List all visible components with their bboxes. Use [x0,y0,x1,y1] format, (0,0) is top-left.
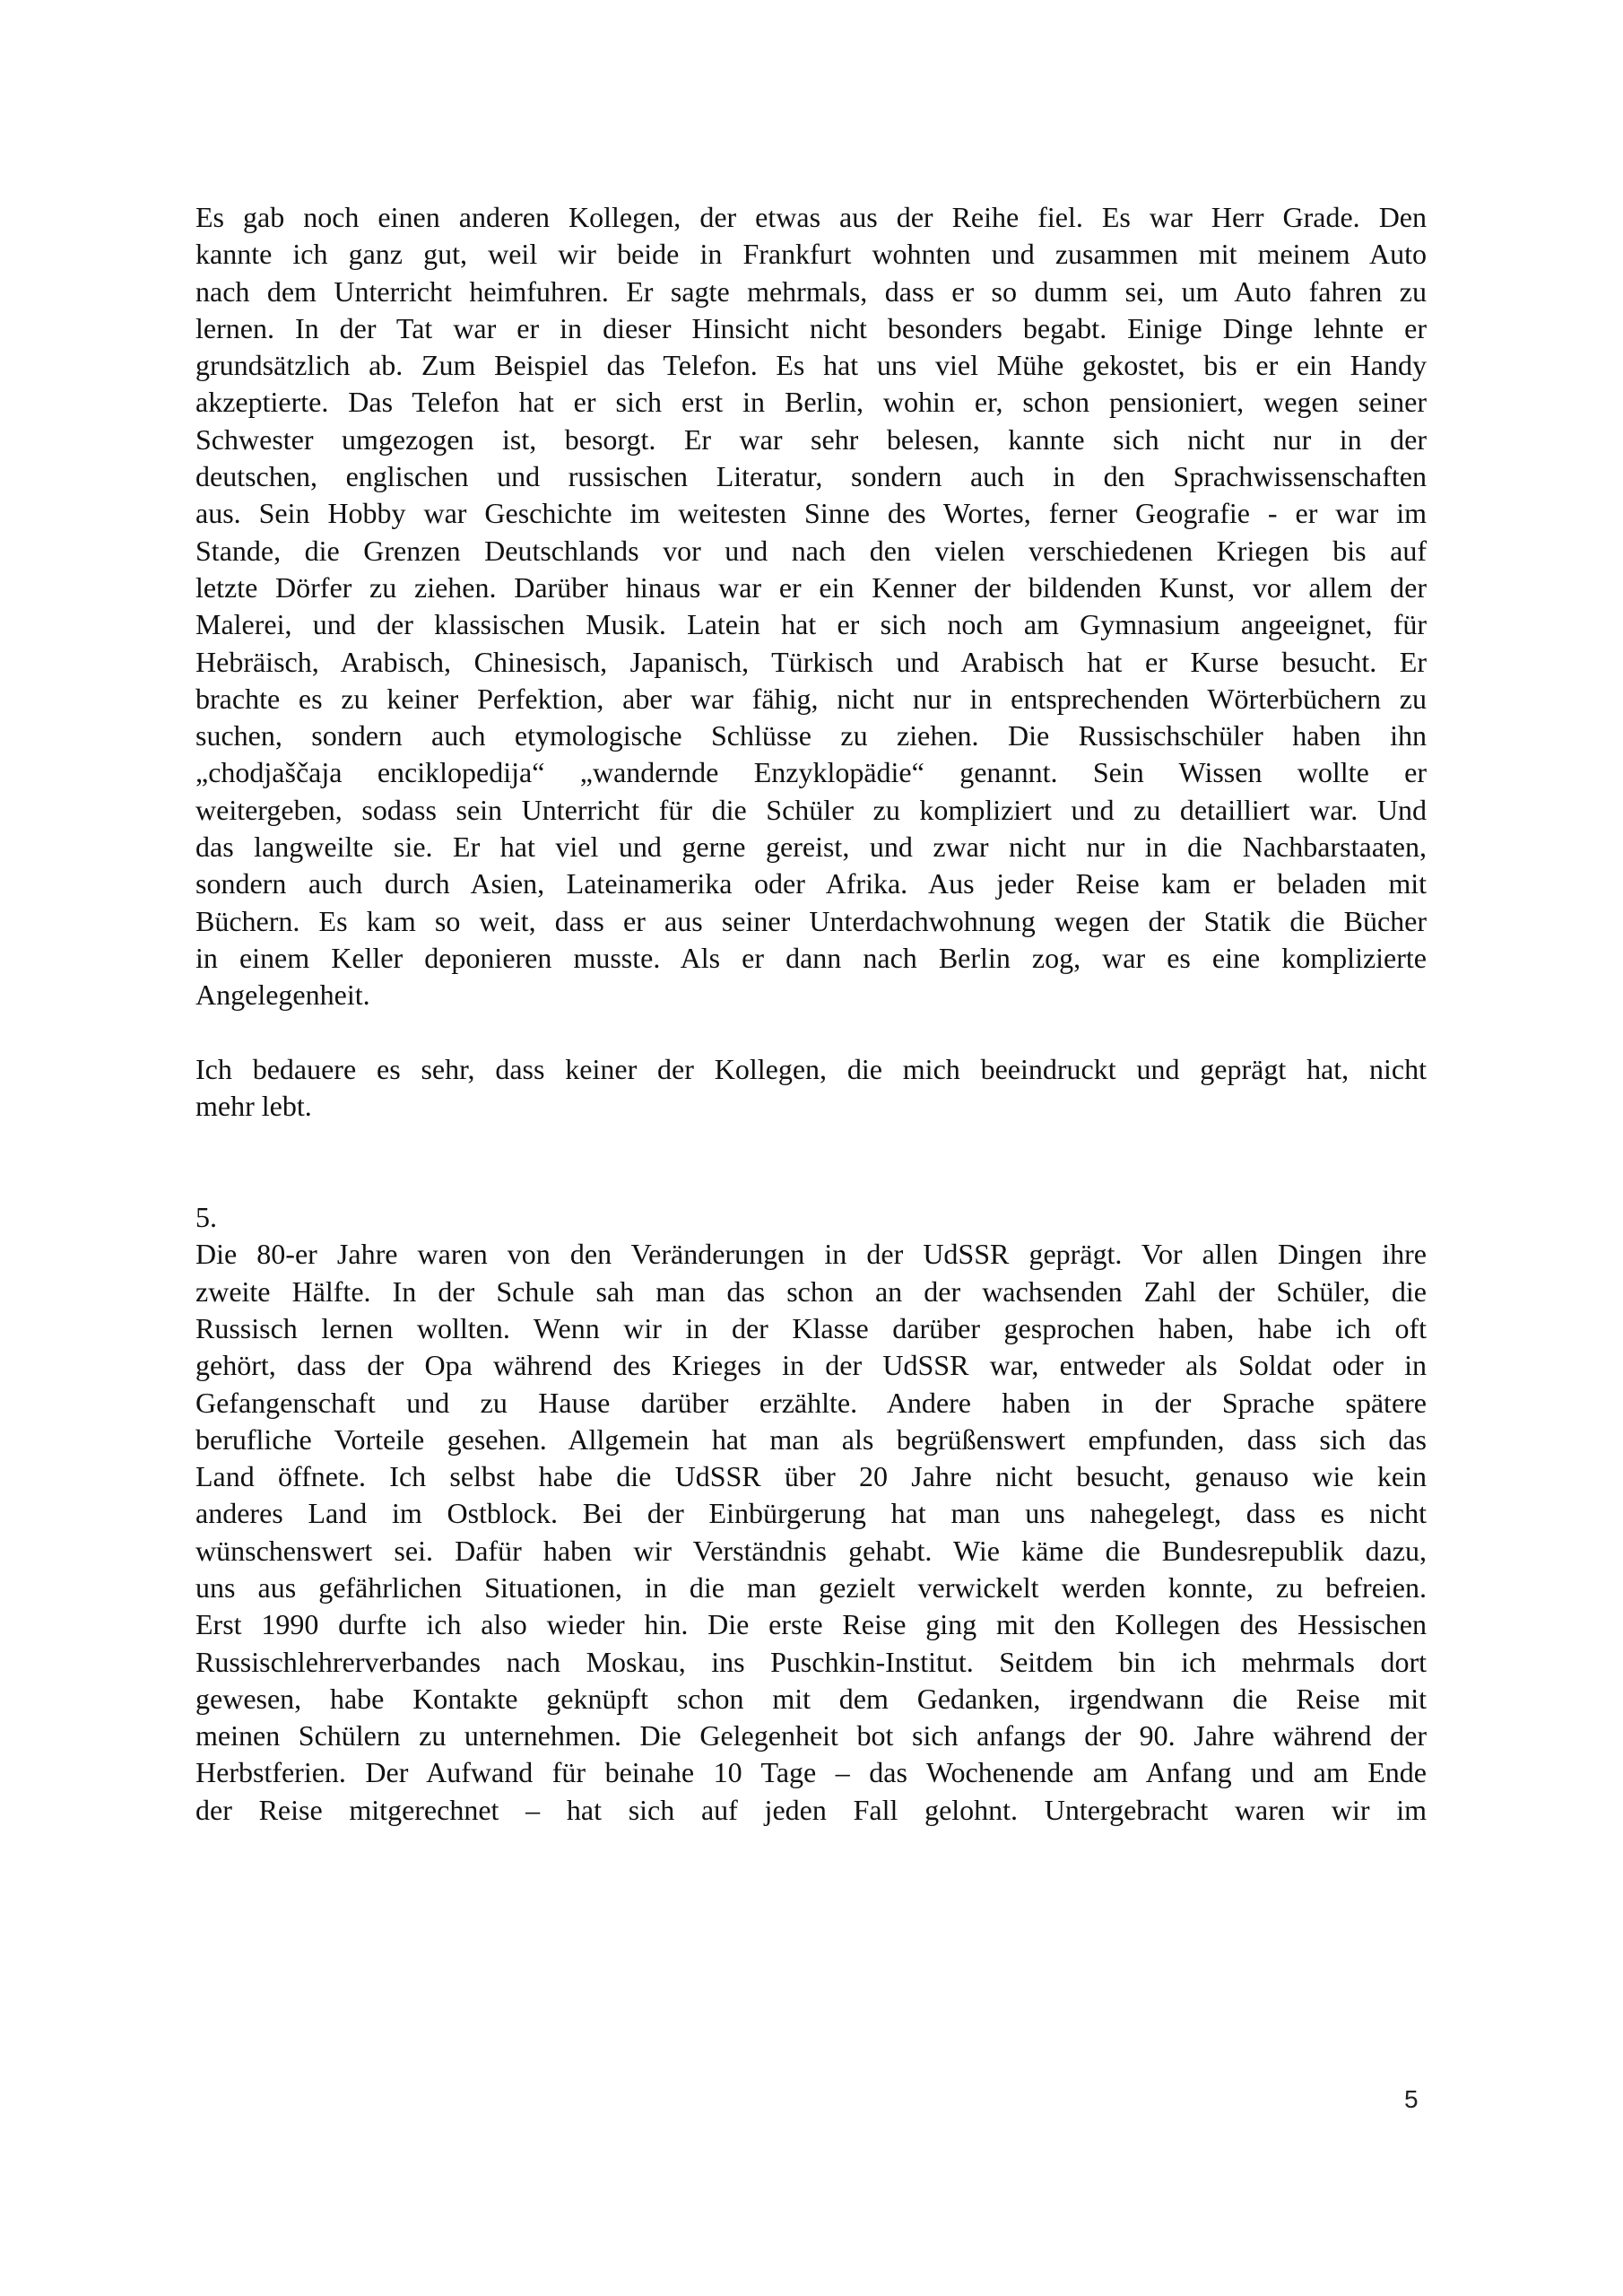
text-line: suchen, sondern auch etymologische Schlüsse zu ziehen. Die Russischschüler haben ihn [195,719,1427,752]
text-line: uns aus gefährlichen Situationen, in die man gezielt verwickelt werden konnte, zu befreien. [195,1570,1427,1604]
text-line: Russisch lernen wollten. Wenn wir in der Klasse darüber gesprochen haben, habe ich oft [195,1311,1427,1344]
text-line: „chodjaščaja enciklopedija“ „wandernde Enzyklopädie“ genannt. Sein Wissen wollte er [195,756,1427,789]
text-line: berufliche Vorteile gesehen. Allgemein hat man als begrüßenswert empfunden, dass sich das [195,1422,1427,1456]
text-line: Angelegenheit. [195,978,370,1012]
paragraph-herr-grade [195,199,1427,1014]
paragraph-spacer [195,1014,1427,1051]
text-line: Schwester umgezogen ist, besorgt. Er war sehr belesen, kannte sich nicht nur in der [195,422,1427,456]
text-line: Russischlehrerverbandes nach Moskau, ins Puschkin-Institut. Seitdem bin ich mehrmals dort [195,1645,1427,1678]
text-line: anderes Land im Ostblock. Bei der Einbürgerung hat man uns nahegelegt, dass es nicht [195,1497,1427,1530]
text-line: Herbstferien. Der Aufwand für beinahe 10 Tage – das Wochenende am Anfang und am Ende [195,1756,1427,1789]
text-line: akzeptierte. Das Telefon hat er sich erst in Berlin, wohin er, schon pensioniert, wegen seiner [195,386,1427,419]
text-line: brachte es zu keiner Perfektion, aber war fähig, nicht nur in entsprechenden Wörterbüchern zu [195,682,1427,715]
text-line: der Reise mitgerechnet – hat sich auf jeden Fall gelohnt. Untergebracht waren wir im [195,1793,1427,1826]
text-line: weitergeben, sodass sein Unterricht für die Schüler zu kompliziert und zu detailliert war. Und [195,793,1427,826]
text-line: nach dem Unterricht heimfuhren. Er sagte mehrmals, dass er so dumm sei, um Auto fahren zu [195,274,1427,308]
text-line: Büchern. Es kam so weit, dass er aus seiner Unterdachwohnung wegen der Statik die Bücher [195,904,1427,937]
section-spacer [195,1125,1427,1199]
text-line: Erst 1990 durfte ich also wieder hin. Die erste Reise ging mit den Kollegen des Hessischen [195,1608,1427,1641]
text-line: mehr lebt. [195,1090,312,1123]
page-number: 5 [1404,2085,1419,2113]
text-line: Die 80-er Jahre waren von den Veränderungen in der UdSSR geprägt. Vor allen Dingen ihre [195,1238,1427,1271]
text-line: Stande, die Grenzen Deutschlands vor und nach den vielen verschiedenen Kriegen bis auf [195,534,1427,567]
text-line: letzte Dörfer zu ziehen. Darüber hinaus war er ein Kenner der bildenden Kunst, vor allem der [195,570,1427,604]
text-line: sondern auch durch Asien, Lateinamerika oder Afrika. Aus jeder Reise kam er beladen mit [195,867,1427,900]
text-line: Hebräisch, Arabisch, Chinesisch, Japanisch, Türkisch und Arabisch hat er Kurse besucht. Er [195,645,1427,678]
text-line: Land öffnete. Ich selbst habe die UdSSR über 20 Jahre nicht besucht, genauso wie kein [195,1460,1427,1493]
text-line: gehört, dass der Opa während des Krieges in der UdSSR war, entweder als Soldat oder in [195,1349,1427,1382]
text-line: deutschen, englischen und russischen Literatur, sondern auch in den Sprachwissenschaften [195,460,1427,493]
text-line: kannte ich ganz gut, weil wir beide in Frankfurt wohnten und zusammen mit meinem Auto [195,238,1427,271]
paragraph-regret [195,1051,1427,1126]
paragraph-section-5 [195,1236,1427,1829]
text-line: in einem Keller deponieren musste. Als er dann nach Berlin zog, war es eine komplizierte [195,941,1427,974]
text-line: grundsätzlich ab. Zum Beispiel das Telefon. Es hat uns viel Mühe gekostet, bis er ein Handy [195,349,1427,382]
text-line: das langweilte sie. Er hat viel und gerne gereist, und zwar nicht nur in die Nachbarstaaten, [195,831,1427,864]
text-line: Es gab noch einen anderen Kollegen, der etwas aus der Reihe fiel. Es war Herr Grade. Den [195,201,1427,233]
text-line: wünschenswert sei. Dafür haben wir Verständnis gehabt. Wie käme die Bundesrepublik dazu, [195,1534,1427,1567]
text-line: lernen. In der Tat war er in dieser Hinsicht nicht besonders begabt. Einige Dinge lehnte er [195,311,1427,344]
text-line: aus. Sein Hobby war Geschichte im weitesten Sinne des Wortes, ferner Geografie - er war im [195,497,1427,530]
text-line: zweite Hälfte. In der Schule sah man das schon an der wachsenden Zahl der Schüler, die [195,1274,1427,1308]
text-line: gewesen, habe Kontakte geknüpft schon mit dem Gedanken, irgendwann die Reise mit [195,1682,1427,1715]
text-line: Malerei, und der klassischen Musik. Latein hat er sich noch am Gymnasium angeeignet, für [195,608,1427,641]
text-line: meinen Schülern zu unternehmen. Die Gelegenheit bot sich anfangs der 90. Jahre während der [195,1719,1427,1752]
text-line: Ich bedauere es sehr, dass keiner der Kollegen, die mich beeindruckt und geprägt hat, nicht [195,1052,1427,1085]
section-number: 5. [195,1201,217,1234]
text-line: Gefangenschaft und zu Hause darüber erzählte. Andere haben in der Sprache spätere [195,1386,1427,1419]
body-text [195,199,1427,1829]
